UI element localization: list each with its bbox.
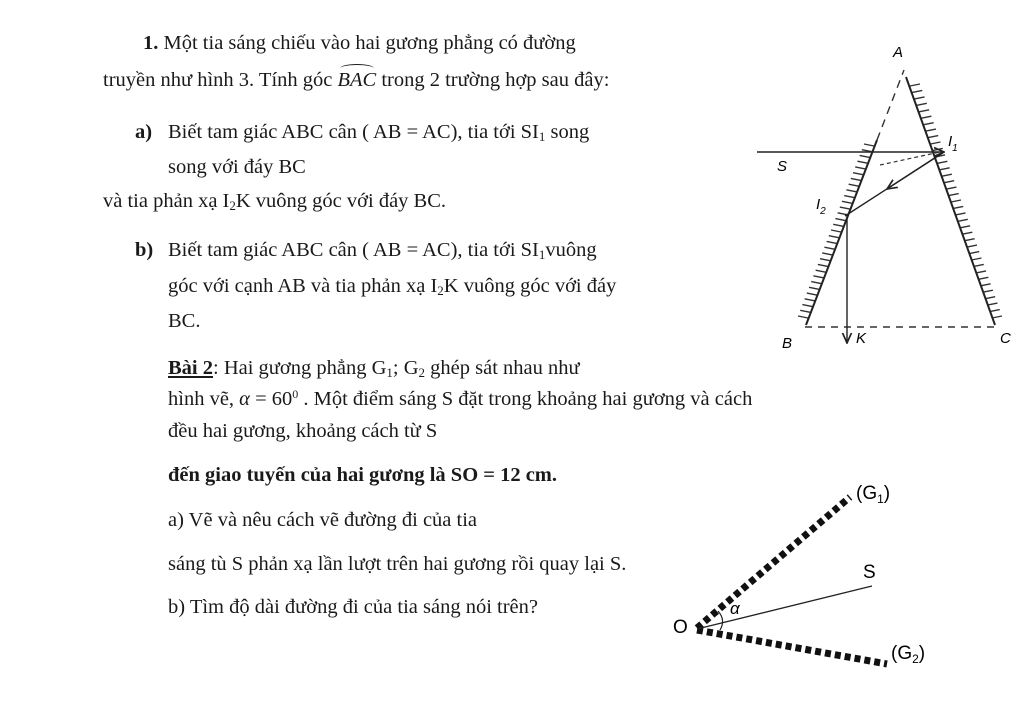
hatch-mark bbox=[974, 264, 984, 266]
hatch-mark bbox=[809, 287, 819, 289]
alpha-symbol: α bbox=[239, 388, 250, 410]
part-b-label: b) bbox=[135, 239, 154, 261]
hatch-mark bbox=[940, 168, 950, 170]
hatch-mark bbox=[857, 161, 867, 163]
mirror-g1 bbox=[697, 497, 850, 628]
hatch-mark bbox=[990, 310, 1000, 312]
label-S: S bbox=[777, 158, 788, 175]
label-G1: $(G_1)$ bbox=[856, 483, 891, 506]
hatch-mark bbox=[942, 174, 952, 176]
hatch-mark bbox=[818, 264, 828, 266]
part-a-line1-sub: 1 bbox=[538, 129, 546, 144]
hatch-mark bbox=[912, 90, 922, 92]
hatch-mark bbox=[946, 187, 956, 189]
hatch-mark bbox=[849, 184, 859, 186]
hatch-mark bbox=[972, 258, 982, 260]
hatch-mark bbox=[976, 271, 986, 273]
hatch-mark bbox=[928, 136, 938, 138]
hatch-mark bbox=[805, 299, 815, 301]
hatch-mark bbox=[855, 167, 865, 169]
part-a-line3-end: K vuông góc với đáy BC. bbox=[235, 190, 447, 212]
label-alpha: α bbox=[730, 599, 740, 618]
mirror-g2 bbox=[697, 630, 887, 664]
problem2-question-b: b) Tìm độ dài đường đi của tia sáng nói trên? bbox=[168, 596, 538, 618]
hatch-mark bbox=[960, 226, 970, 228]
hatch-mark bbox=[992, 316, 1002, 318]
hatch-mark bbox=[965, 239, 975, 241]
hatch-mark bbox=[949, 194, 959, 196]
hatch-mark bbox=[860, 155, 870, 157]
hatch-mark bbox=[802, 305, 812, 307]
label-G2: $(G_2)$ bbox=[891, 643, 926, 666]
hatch-mark bbox=[816, 270, 826, 272]
dashed-extension-ab bbox=[877, 70, 904, 140]
hatch-mark bbox=[827, 241, 837, 243]
hatch-mark bbox=[811, 282, 821, 284]
problem2-question-a1: a) Vẽ và nêu cách vẽ đường đi của tia bbox=[168, 509, 478, 531]
g1-sub: 1 bbox=[386, 365, 393, 380]
part-a-line3-text: và tia phản xạ I bbox=[103, 190, 230, 212]
hatch-mark bbox=[919, 110, 929, 112]
hatch-mark bbox=[864, 144, 874, 146]
label-I1: $I_1$ bbox=[948, 133, 958, 154]
hatch-mark bbox=[915, 97, 925, 99]
hatch-mark bbox=[824, 247, 834, 249]
hatch-mark bbox=[846, 190, 856, 192]
part-a-label: a) bbox=[135, 121, 153, 143]
label-B: B bbox=[782, 335, 793, 352]
label-K: K bbox=[856, 330, 867, 347]
mirror-ab-hatching bbox=[798, 144, 874, 318]
hatch-mark bbox=[840, 207, 850, 209]
part-b-line1-end: vuông bbox=[545, 239, 597, 261]
hatch-mark bbox=[835, 219, 845, 221]
problem1-intro-b1: truyền như hình 3. Tính góc bbox=[103, 69, 333, 91]
ray-dashed-near-i1 bbox=[880, 152, 940, 165]
problem2-line2-b: . Một điểm sáng S đặt trong khoảng hai gương và cách bbox=[298, 388, 753, 410]
hatch-mark bbox=[926, 129, 936, 131]
problem2-line2-a: hình vẽ, bbox=[168, 388, 240, 410]
mirror-ac-hatching bbox=[910, 84, 1002, 318]
problem2-title: Bài 2 bbox=[168, 357, 213, 379]
hatch-mark bbox=[937, 161, 947, 163]
problem2-line1 bbox=[168, 355, 580, 381]
problem2-line3: đều hai gương, khoảng cách từ S bbox=[168, 420, 438, 442]
hatch-mark bbox=[951, 200, 961, 202]
problem1-intro-b2: trong 2 trường hợp sau đây: bbox=[381, 69, 610, 91]
hatch-mark bbox=[931, 142, 941, 144]
hatch-mark bbox=[833, 224, 843, 226]
part-b-line1-text: Biết tam giác ABC cân ( AB = AC), tia tới SI bbox=[168, 239, 539, 261]
part-a-line3-sub: 2 bbox=[229, 198, 236, 213]
problem1-number: 1. bbox=[143, 32, 159, 54]
angle-bac-label: BAC bbox=[337, 69, 377, 91]
part-b-line2-end: K vuông góc với đáy bbox=[443, 275, 617, 297]
hatch-mark bbox=[983, 290, 993, 292]
hatch-mark bbox=[956, 213, 966, 215]
hatch-mark bbox=[853, 173, 863, 175]
label-A: A bbox=[893, 44, 904, 61]
hatch-mark bbox=[953, 206, 963, 208]
problem2-line1-b: ; G bbox=[392, 357, 419, 379]
label-O: O bbox=[673, 617, 688, 638]
hatch-mark bbox=[962, 232, 972, 234]
hatch-mark bbox=[921, 116, 931, 118]
hatch-mark bbox=[969, 252, 979, 254]
problem2-line1-c: ghép sát nhau như bbox=[425, 357, 580, 379]
part-a-line1-end: song bbox=[545, 121, 590, 143]
hatch-mark bbox=[851, 178, 861, 180]
hatch-mark bbox=[978, 277, 988, 279]
problem2-line2 bbox=[168, 386, 752, 412]
hatch-mark bbox=[967, 245, 977, 247]
hatch-mark bbox=[822, 253, 832, 255]
label-C: C bbox=[1000, 330, 1011, 347]
hatch-mark bbox=[985, 297, 995, 299]
hatch-mark bbox=[807, 293, 817, 295]
mirror-ac-line bbox=[906, 77, 995, 325]
part-b-line3: BC. bbox=[168, 310, 201, 332]
hatch-mark bbox=[944, 181, 954, 183]
hatch-mark bbox=[981, 284, 991, 286]
label-S2: S bbox=[863, 562, 876, 583]
hatch-mark bbox=[798, 316, 808, 318]
hatch-mark bbox=[924, 123, 934, 125]
part-a-line1-text: Biết tam giác ABC cân ( AB = AC), tia tới SI bbox=[168, 121, 539, 143]
hatch-mark bbox=[958, 219, 968, 221]
hatch-mark bbox=[842, 201, 852, 203]
part-a-line2: song với đáy BC bbox=[168, 156, 306, 178]
hatch-mark bbox=[917, 103, 927, 105]
problem1-intro-a: Một tia sáng chiếu vào hai gương phẳng có đường bbox=[163, 32, 576, 54]
problem2-line1-a: : Hai gương phẳng G bbox=[213, 357, 387, 379]
part-b-line2-sub: 2 bbox=[437, 283, 444, 298]
part-b-line2-text: góc với cạnh AB và tia phản xạ I bbox=[168, 275, 438, 297]
hatch-mark bbox=[829, 236, 839, 238]
label-I2: $I_2$ bbox=[816, 196, 826, 217]
alpha-eq: = 60 bbox=[249, 388, 293, 410]
g2-sub: 2 bbox=[418, 365, 426, 380]
degree-sup: 0 bbox=[292, 387, 299, 401]
hatch-mark bbox=[987, 303, 997, 305]
hatch-mark bbox=[800, 310, 810, 312]
hatch-mark bbox=[820, 259, 830, 261]
mirror-ab-line bbox=[806, 140, 877, 325]
hatch-mark bbox=[813, 276, 823, 278]
hatch-mark bbox=[831, 230, 841, 232]
hatch-mark bbox=[933, 148, 943, 150]
hatch-mark bbox=[844, 196, 854, 198]
problem2-question-a2: sáng tù S phản xạ lần lượt trên hai gương rồi quay lại S. bbox=[168, 553, 627, 575]
problem2-line4: đến giao tuyến của hai gương là SO = 12 cm. bbox=[168, 464, 557, 486]
part-b-line1-sub: 1 bbox=[538, 247, 546, 262]
hatch-mark bbox=[910, 84, 920, 86]
